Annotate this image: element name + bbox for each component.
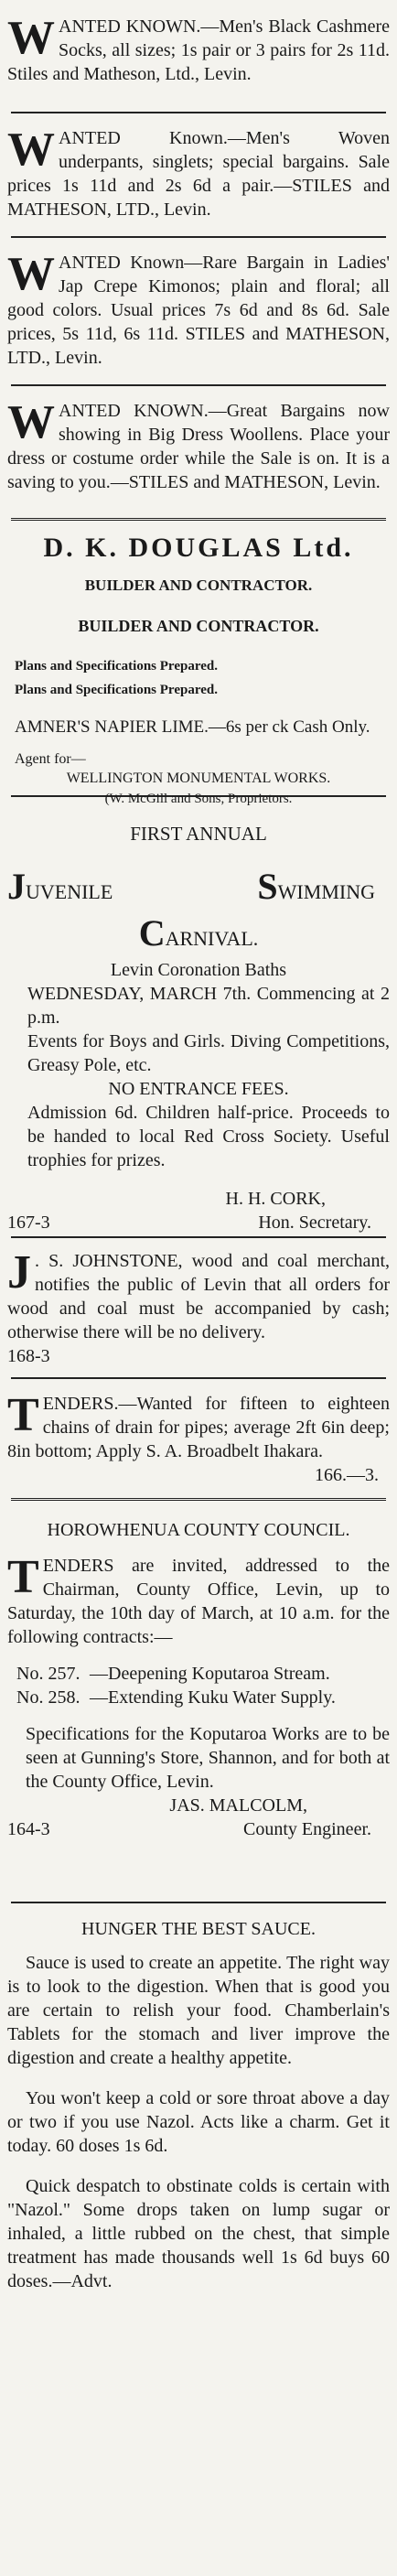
signer: JAS. MALCOLM,: [169, 1795, 307, 1816]
ad-jap-crepe-kimonos: [7, 238, 390, 384]
drop-cap: T: [7, 1551, 39, 1603]
ad-drain-tenders: [7, 1379, 390, 1498]
contract-text: —Deepening Koputaroa Stream.: [90, 1664, 330, 1684]
no-entrance-fees: NO ENTRANCE FEES.: [108, 1079, 289, 1099]
plans-line: Plans and Specifications Prepared.: [15, 683, 218, 697]
proprietors: (W. McGill and Sons, Proprietors.: [104, 792, 293, 806]
contract-text: —Extending Kuku Water Supply.: [90, 1687, 336, 1708]
ad-woven-underpants: [7, 113, 390, 236]
ref-number: 164-3: [7, 1819, 50, 1839]
drop-cap: W: [7, 396, 55, 448]
drop-cap: J: [7, 1246, 31, 1299]
contract-item: [7, 1686, 390, 1709]
builder-line: BUILDER AND CONTRACTOR.: [84, 577, 313, 594]
ad-text: ANTED Known—Rare Bargain in Ladies' Jap Crepe Kimonos; plain and floral; all good colors. Usual prices 7s 6d and 8s 6d. Sale prices, 5s 11d, 6s 11d. STILES and MATHESON, LTD., Levin.: [7, 253, 390, 368]
ad-johnstone-wood-coal: [7, 1238, 390, 1377]
classified-column: [7, 0, 390, 2301]
admission: Admission 6d. Children half-price. Proceeds to be handed to local Red Cross Society. Useful trophies for prizes.: [27, 1103, 390, 1170]
council-title: HOROWHENUA COUNTY COUNCIL.: [47, 1520, 350, 1540]
agent-label: Agent for—: [15, 751, 86, 767]
contract-number: No. 258.: [16, 1687, 80, 1708]
drop-cap: S: [257, 866, 278, 907]
title-word: WIMMING: [277, 880, 375, 903]
carnival-title-row: [7, 865, 390, 908]
ref-number: 166.—3.: [315, 1465, 379, 1485]
venue: Levin Coronation Baths: [110, 960, 287, 980]
ad-text: ANTED KNOWN.—Men's Black Cashmere Socks, all sizes; 1s pair or 3 pairs for 2s 11d. Stiles and Matheson, Ltd., Levin.: [7, 16, 390, 84]
ad-dress-woollens: [7, 386, 390, 518]
signer-role: Hon. Secretary.: [258, 1213, 371, 1233]
ref-number: 167-3: [7, 1213, 50, 1233]
article-paragraph: You won't keep a cold or sore throat above a day or two if you use Nazol. Acts like a charm. Get it today. 60 doses 1s 6d.: [7, 2088, 390, 2156]
ad-horowhenua-county-council: [7, 1501, 390, 1902]
ad-text: ANTED Known.—Men's Woven underpants, singlets; special bargains. Sale prices 1s 11d and 2s 6d a pair.—STILES and MATHESON, LTD., Levin.: [7, 128, 390, 220]
article-hunger-best-sauce: [7, 1903, 390, 2301]
drop-cap: J: [7, 866, 26, 907]
article-paragraph: Sauce is used to create an appetite. The right way is to look to the digestion. When that is good you are certain to relish your food. Chamberlain's Tablets for the stomach and liver improve the digestion and create a healthy appetite.: [7, 1953, 390, 2068]
drop-cap: W: [7, 12, 55, 64]
carnival-heading: FIRST ANNUAL: [130, 823, 267, 845]
ad-douglas-builder: [7, 521, 390, 806]
ref-number: 168-3: [7, 1346, 50, 1366]
contract-number: No. 257.: [16, 1664, 80, 1684]
plans-line: Plans and Specifications Prepared.: [15, 659, 218, 674]
title-word: ARNIVAL.: [165, 927, 259, 950]
drop-cap: W: [7, 248, 55, 300]
drop-cap: T: [7, 1389, 39, 1441]
monumental-works: WELLINGTON MONUMENTAL WORKS.: [66, 771, 331, 786]
ad-black-cashmere-socks: [7, 0, 390, 112]
napier-lime: AMNER'S NAPIER LIME.—6s per ck Cash Only.: [15, 717, 370, 737]
date-time: WEDNESDAY, MARCH 7th. Commencing at 2 p.m.: [27, 984, 390, 1028]
drop-cap: W: [7, 124, 55, 176]
ad-text: ENDERS are invited, addressed to the Chairman, County Office, Levin, up to Saturday, the 10th day of March, at 10 a.m. for the following contracts:—: [7, 1556, 390, 1647]
events: Events for Boys and Girls. Diving Competitions, Greasy Pole, etc.: [27, 1031, 390, 1075]
ad-text: ENDERS.—Wanted for fifteen to eighteen chains of drain for pipes; average 2ft 6in deep; 8in bottom; Apply S. A. Broadbelt Ihakara.: [7, 1394, 390, 1461]
title-word: UVENILE: [26, 880, 113, 903]
article-paragraph: Quick despatch to obstinate colds is certain with "Nazol." Some drops taken on lump sugar or inhaled, a little rubbed on the chest, that simple treatment has made thousands well 1s 6d buys 60 doses.—Advt.: [7, 2176, 390, 2291]
builder-line: BUILDER AND CONTRACTOR.: [78, 617, 319, 635]
ad-text: . S. JOHNSTONE, wood and coal merchant, notifies the public of Levin that all orders for wood and coal must be accompanied by cash; otherwise there will be no delivery.: [7, 1251, 390, 1342]
drop-cap: C: [138, 912, 166, 954]
company-name: D. K. DOUGLAS Ltd.: [43, 533, 354, 563]
signer: H. H. CORK,: [225, 1189, 326, 1209]
article-title: HUNGER THE BEST SAUCE.: [81, 1919, 316, 1939]
ad-swimming-carnival: [7, 797, 390, 1236]
ad-text: ANTED KNOWN.—Great Bargains now showing in Big Dress Woollens. Place your dress or costume order while the Sale is on. It is a saving to you.—STILES and MATHESON, Levin.: [7, 401, 390, 492]
specifications: Specifications for the Koputaroa Works are to be seen at Gunning's Store, Shannon, and for both at the County Office, Levin.: [26, 1724, 390, 1792]
contract-item: [7, 1662, 390, 1686]
signer-role: County Engineer.: [243, 1819, 371, 1839]
